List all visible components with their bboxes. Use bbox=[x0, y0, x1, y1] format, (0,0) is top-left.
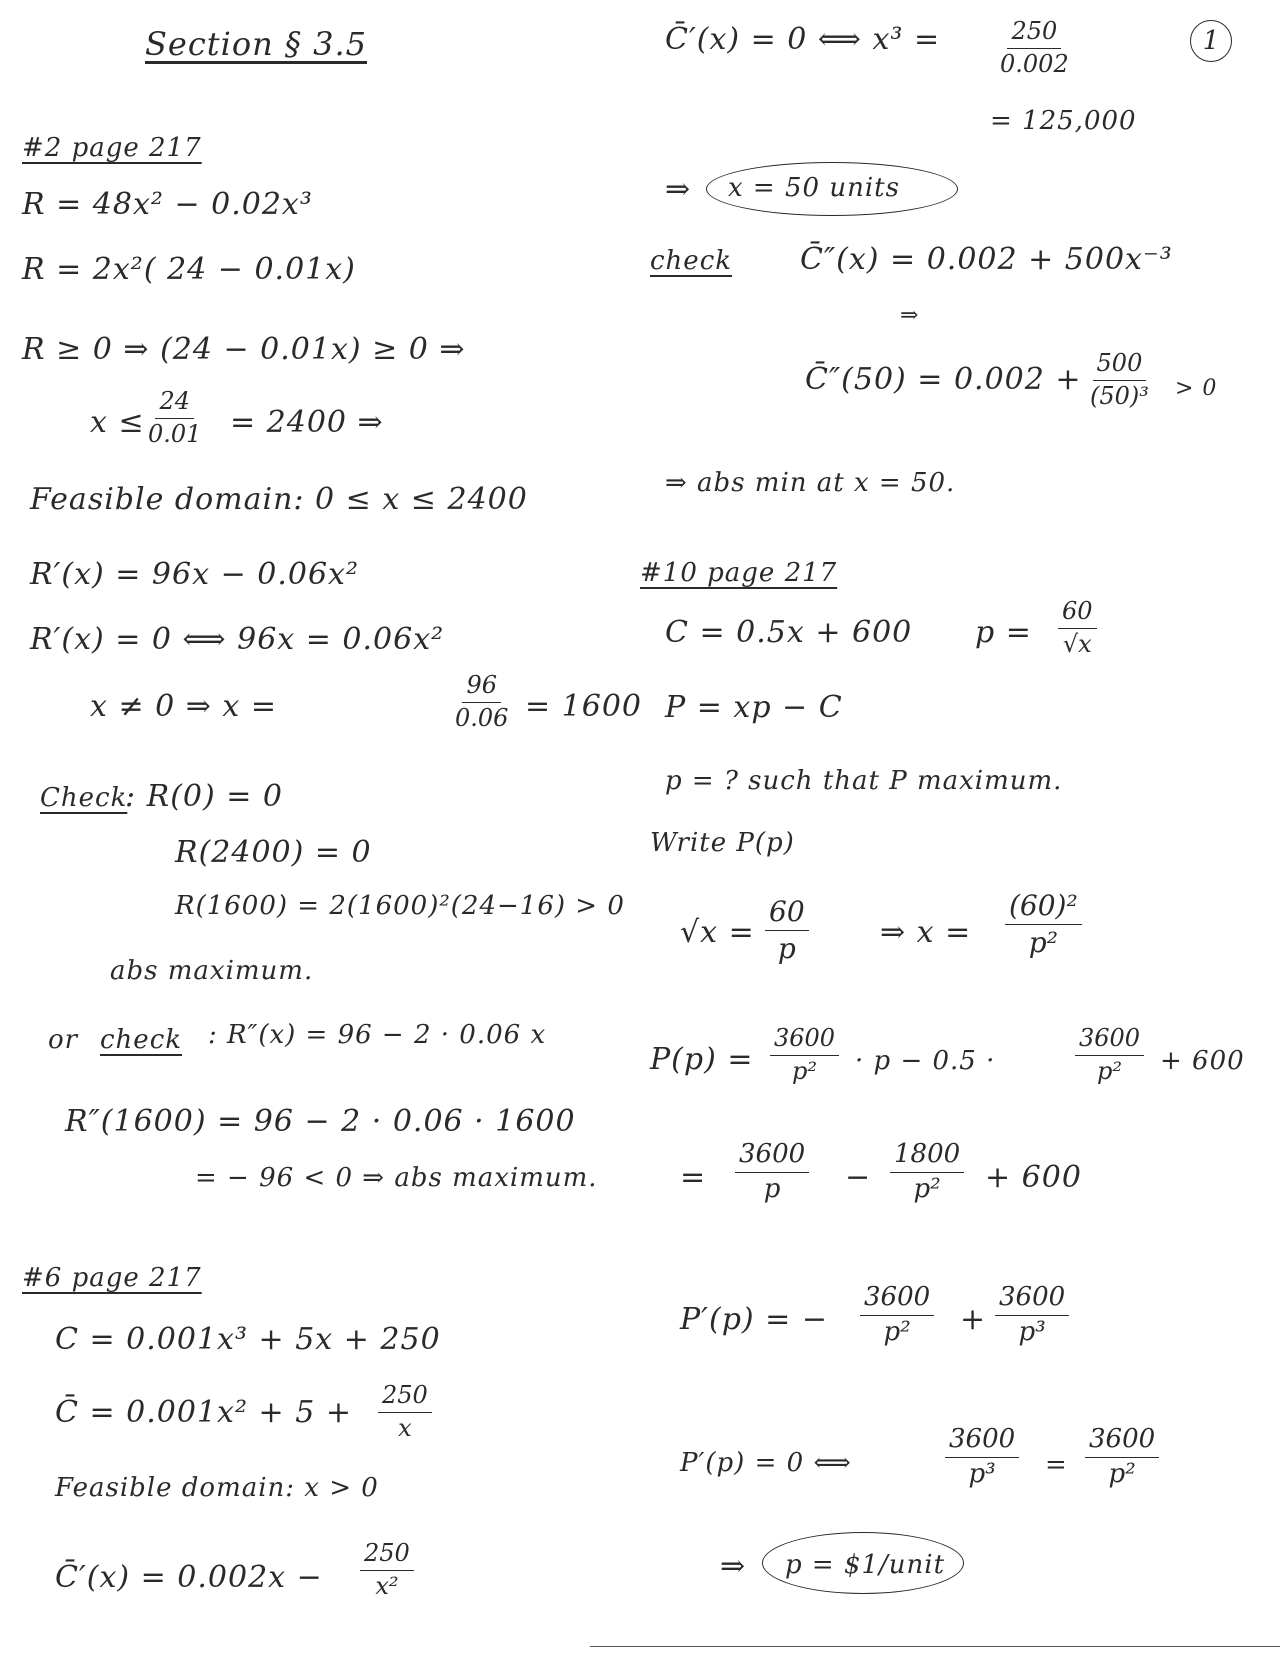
fraction-numerator: 3600 bbox=[1075, 1025, 1144, 1056]
x-bound-result: = 2400 ⇒ bbox=[230, 405, 384, 440]
x-solve-prefix: ⇒ x = bbox=[880, 915, 972, 950]
avg-cost-zero-prefix: C̄′(x) = 0 ⟺ x³ = bbox=[665, 22, 941, 57]
x-result: x = 50 units bbox=[728, 173, 900, 203]
problem-6-title: #6 page 217 bbox=[22, 1263, 202, 1293]
write-profit: Write P(p) bbox=[650, 828, 795, 858]
fraction-numerator: 3600 bbox=[735, 1140, 809, 1173]
average-cost-fraction bbox=[378, 1382, 432, 1442]
fraction-denominator: p² bbox=[792, 1056, 818, 1085]
check-label: Check bbox=[40, 783, 128, 813]
fraction-denominator: 0.06 bbox=[455, 703, 509, 732]
profit-derivative-plus: + bbox=[960, 1302, 987, 1337]
avg-cost-second-derivative-50-fraction bbox=[1090, 350, 1149, 410]
profit-simplified-fraction-2 bbox=[890, 1140, 964, 1205]
fraction-numerator: 3600 bbox=[860, 1283, 934, 1316]
fraction-numerator: 3600 bbox=[1085, 1425, 1159, 1458]
profit-derivative-zero-fraction-1 bbox=[945, 1425, 1019, 1490]
profit-function-fraction-1 bbox=[770, 1025, 839, 1085]
fraction-denominator: p² bbox=[913, 1173, 941, 1204]
check-label-2: check bbox=[100, 1025, 183, 1055]
implies-arrow-1: ⇒ bbox=[665, 172, 692, 207]
or-label: or bbox=[48, 1025, 79, 1055]
second-derivative-r-result: = − 96 < 0 ⇒ abs maximum. bbox=[195, 1163, 598, 1193]
fraction-denominator: p³ bbox=[1018, 1316, 1046, 1347]
fraction-numerator: 3600 bbox=[995, 1283, 1069, 1316]
fraction-denominator: p bbox=[777, 932, 796, 966]
price-result: p = $1/unit bbox=[785, 1550, 946, 1580]
average-cost-prefix: C̄ = 0.001x² + 5 + bbox=[55, 1395, 352, 1430]
price-equation-fraction bbox=[1058, 598, 1097, 658]
profit-function-constant: + 600 bbox=[1160, 1046, 1245, 1076]
feasible-domain-r: Feasible domain: 0 ≤ x ≤ 2400 bbox=[30, 482, 528, 517]
fraction-denominator: p² bbox=[1028, 926, 1058, 960]
positive-note: > 0 bbox=[1175, 376, 1218, 401]
critical-point-result: = 1600 bbox=[525, 689, 643, 724]
fraction-numerator: 60 bbox=[765, 896, 809, 931]
fraction-numerator: 250 bbox=[360, 1540, 414, 1571]
abs-maximum-note: abs maximum. bbox=[110, 956, 314, 986]
check-label-3: check bbox=[650, 246, 733, 276]
second-derivative-r-1600: R″(1600) = 96 − 2 · 0.06 · 1600 bbox=[65, 1104, 576, 1139]
fraction-numerator: 3600 bbox=[770, 1025, 839, 1056]
profit-derivative-zero-equals: = bbox=[1045, 1450, 1068, 1480]
fraction-denominator: p² bbox=[1097, 1056, 1123, 1085]
average-cost-derivative-fraction bbox=[360, 1540, 414, 1600]
fraction-numerator: 250 bbox=[378, 1382, 432, 1413]
check-r2400: R(2400) = 0 bbox=[175, 835, 372, 870]
profit-derivative-zero-fraction-2 bbox=[1085, 1425, 1159, 1490]
profit-function-prefix: P(p) = bbox=[650, 1042, 754, 1077]
fraction-numerator: 96 bbox=[462, 672, 501, 703]
profit-simplified-fraction-1 bbox=[735, 1140, 809, 1205]
fraction-numerator: 24 bbox=[155, 388, 194, 419]
avg-cost-zero-fraction bbox=[1000, 18, 1069, 78]
profit-simplified-prefix: = bbox=[680, 1160, 707, 1195]
profit-simplified-constant: + 600 bbox=[985, 1160, 1082, 1195]
fraction-numerator: 3600 bbox=[945, 1425, 1019, 1458]
abs-min-note: ⇒ abs min at x = 50. bbox=[665, 468, 956, 498]
critical-point-fraction bbox=[455, 672, 508, 732]
x-solve-fraction bbox=[1005, 890, 1082, 959]
price-equation-prefix: p = bbox=[975, 615, 1032, 650]
fraction-denominator: √x bbox=[1062, 629, 1092, 658]
second-derivative-r: : R″(x) = 96 − 2 · 0.06 x bbox=[208, 1020, 547, 1050]
profit-derivative-zero-prefix: P′(p) = 0 ⟺ bbox=[680, 1448, 852, 1478]
fraction-denominator: (50)³ bbox=[1090, 381, 1149, 410]
fraction-denominator: p bbox=[763, 1173, 781, 1204]
r-derivative: R′(x) = 96x − 0.06x² bbox=[30, 557, 359, 592]
check-r1600: R(1600) = 2(1600)²(24−16) > 0 bbox=[175, 891, 625, 921]
profit-function-fraction-2 bbox=[1075, 1025, 1144, 1085]
fraction-numerator: 1800 bbox=[890, 1140, 964, 1173]
cost-equation-10: C = 0.5x + 600 bbox=[665, 615, 913, 650]
fraction-denominator: 0.01 bbox=[148, 419, 202, 448]
page-number: 1 bbox=[1202, 26, 1220, 56]
profit-goal: p = ? such that P maximum. bbox=[665, 766, 1063, 796]
profit-derivative-fraction-2 bbox=[995, 1283, 1069, 1348]
x-cubed-value: = 125,000 bbox=[990, 106, 1137, 136]
fraction-denominator: 0.002 bbox=[1000, 49, 1069, 78]
revenue-factored: R = 2x²( 24 − 0.01x) bbox=[22, 252, 356, 287]
profit-derivative-fraction-1 bbox=[860, 1283, 934, 1348]
profit-simplified-minus: − bbox=[845, 1160, 872, 1195]
fraction-denominator: p³ bbox=[968, 1458, 996, 1489]
check-r0: : R(0) = 0 bbox=[125, 779, 284, 814]
avg-cost-second-derivative-50-prefix: C̄″(50) = 0.002 + bbox=[805, 362, 1082, 397]
implies-arrow-2: ⇒ bbox=[900, 303, 920, 328]
x-bound-fraction bbox=[148, 388, 201, 448]
implies-arrow-3: ⇒ bbox=[720, 1549, 747, 1584]
x-bound-prefix: x ≤ bbox=[90, 405, 145, 440]
fraction-denominator: x² bbox=[375, 1571, 399, 1600]
average-cost-derivative-prefix: C̄′(x) = 0.002x − bbox=[55, 1560, 323, 1595]
revenue-nonnegative: R ≥ 0 ⇒ (24 − 0.01x) ≥ 0 ⇒ bbox=[22, 332, 466, 367]
fraction-denominator: p² bbox=[1108, 1458, 1136, 1489]
fraction-numerator: (60)² bbox=[1005, 890, 1082, 925]
sqrt-x-fraction bbox=[765, 896, 809, 965]
feasible-domain-c: Feasible domain: x > 0 bbox=[55, 1473, 379, 1503]
fraction-numerator: 250 bbox=[1007, 18, 1061, 49]
fraction-denominator: x bbox=[398, 1413, 412, 1442]
fraction-numerator: 500 bbox=[1093, 350, 1147, 381]
profit-function-middle: · p − 0.5 · bbox=[855, 1046, 996, 1076]
fraction-denominator: p² bbox=[883, 1316, 911, 1347]
bottom-rule bbox=[590, 1646, 1280, 1647]
fraction-numerator: 60 bbox=[1058, 598, 1097, 629]
problem-2-title: #2 page 217 bbox=[22, 133, 202, 163]
page-number-badge bbox=[1190, 20, 1232, 62]
r-derivative-zero: R′(x) = 0 ⟺ 96x = 0.06x² bbox=[30, 622, 445, 657]
profit-equation: P = xp − C bbox=[665, 690, 843, 725]
section-heading: Section § 3.5 bbox=[145, 25, 367, 63]
sqrt-x-prefix: √x = bbox=[680, 915, 755, 950]
revenue-equation: R = 48x² − 0.02x³ bbox=[22, 187, 313, 222]
avg-cost-second-derivative: C̄″(x) = 0.002 + 500x⁻³ bbox=[800, 242, 1173, 277]
critical-point-prefix: x ≠ 0 ⇒ x = bbox=[90, 689, 278, 724]
profit-derivative-prefix: P′(p) = − bbox=[680, 1302, 828, 1337]
problem-10-title: #10 page 217 bbox=[640, 558, 838, 588]
cost-equation: C = 0.001x³ + 5x + 250 bbox=[55, 1322, 441, 1357]
